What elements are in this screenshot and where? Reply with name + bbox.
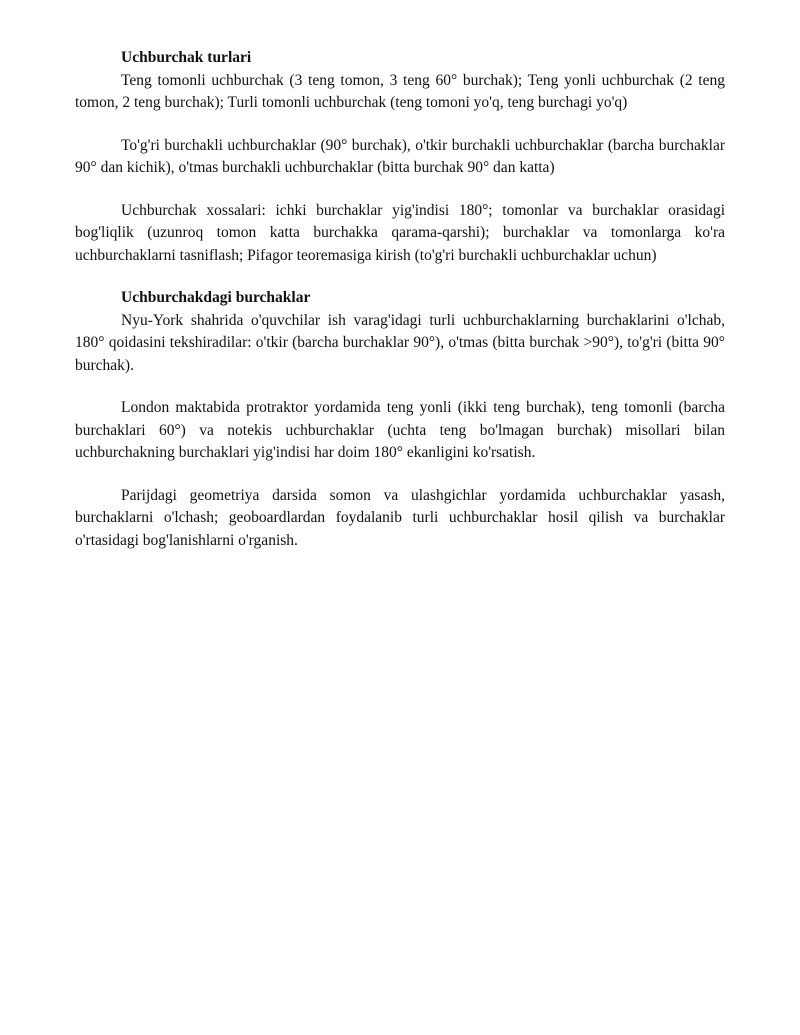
paragraph: Teng tomonli uchburchak (3 teng tomon, 3 teng 60° burchak); Teng yonli uchburchak (2 teng tomon, 2 teng burchak); Turli tomonli uchburchak (teng tomoni yo'q, teng burchagi yo'q) — [75, 71, 725, 111]
paragraph: Uchburchak xossalari: ichki burchaklar yig'indisi 180°; tomonlar va burchaklar orasidagi bog'liqlik (uzunroq tomon katta burchakka qarama-qarshi); burchaklar va tomonlarga ko'ra uchburchaklarni tasniflash; Pifagor teoremasiga kirish (to'g'ri burchakli uchburchaklar uchun) — [75, 201, 725, 264]
section-triangle-types — [75, 47, 725, 267]
paragraph: To'g'ri burchakli uchburchaklar (90° burchak), o'tkir burchakli uchburchaklar (barcha burchaklar 90° dan kichik), o'tmas burchakli uchburchaklar (bitta burchak 90° dan katta) — [75, 136, 725, 176]
document-page — [75, 47, 725, 552]
section-triangle-angles — [75, 287, 725, 552]
paragraph: Parijdagi geometriya darsida somon va ulashgichlar yordamida uchburchaklar yasash, burchaklarni o'lchash; geoboardlardan foydalanib turli uchburchaklar hosil qilish va burchaklar o'rtasidagi bog'lanishlarni o'rganish. — [75, 486, 725, 549]
section-heading: Uchburchak turlari — [121, 49, 252, 66]
section-heading: Uchburchakdagi burchaklar — [121, 289, 311, 306]
paragraph: London maktabida protraktor yordamida teng yonli (ikki teng burchak), teng tomonli (barcha burchaklari 60°) va notekis uchburchaklar (uchta teng bo'lmagan burchak) misollari bilan uchburchakning burchaklari yig'indisi har doim 180° ekanligini ko'rsatish. — [75, 399, 725, 461]
paragraph: Nyu-York shahrida o'quvchilar ish varag'idagi turli uchburchaklarning burchaklarini o'lchab, 180° qoidasini tekshiradilar: o'tkir (barcha burchaklar 90°), o'tmas (bitta burchak >90°), to'g'ri (bitta 90° burchak). — [75, 311, 725, 374]
